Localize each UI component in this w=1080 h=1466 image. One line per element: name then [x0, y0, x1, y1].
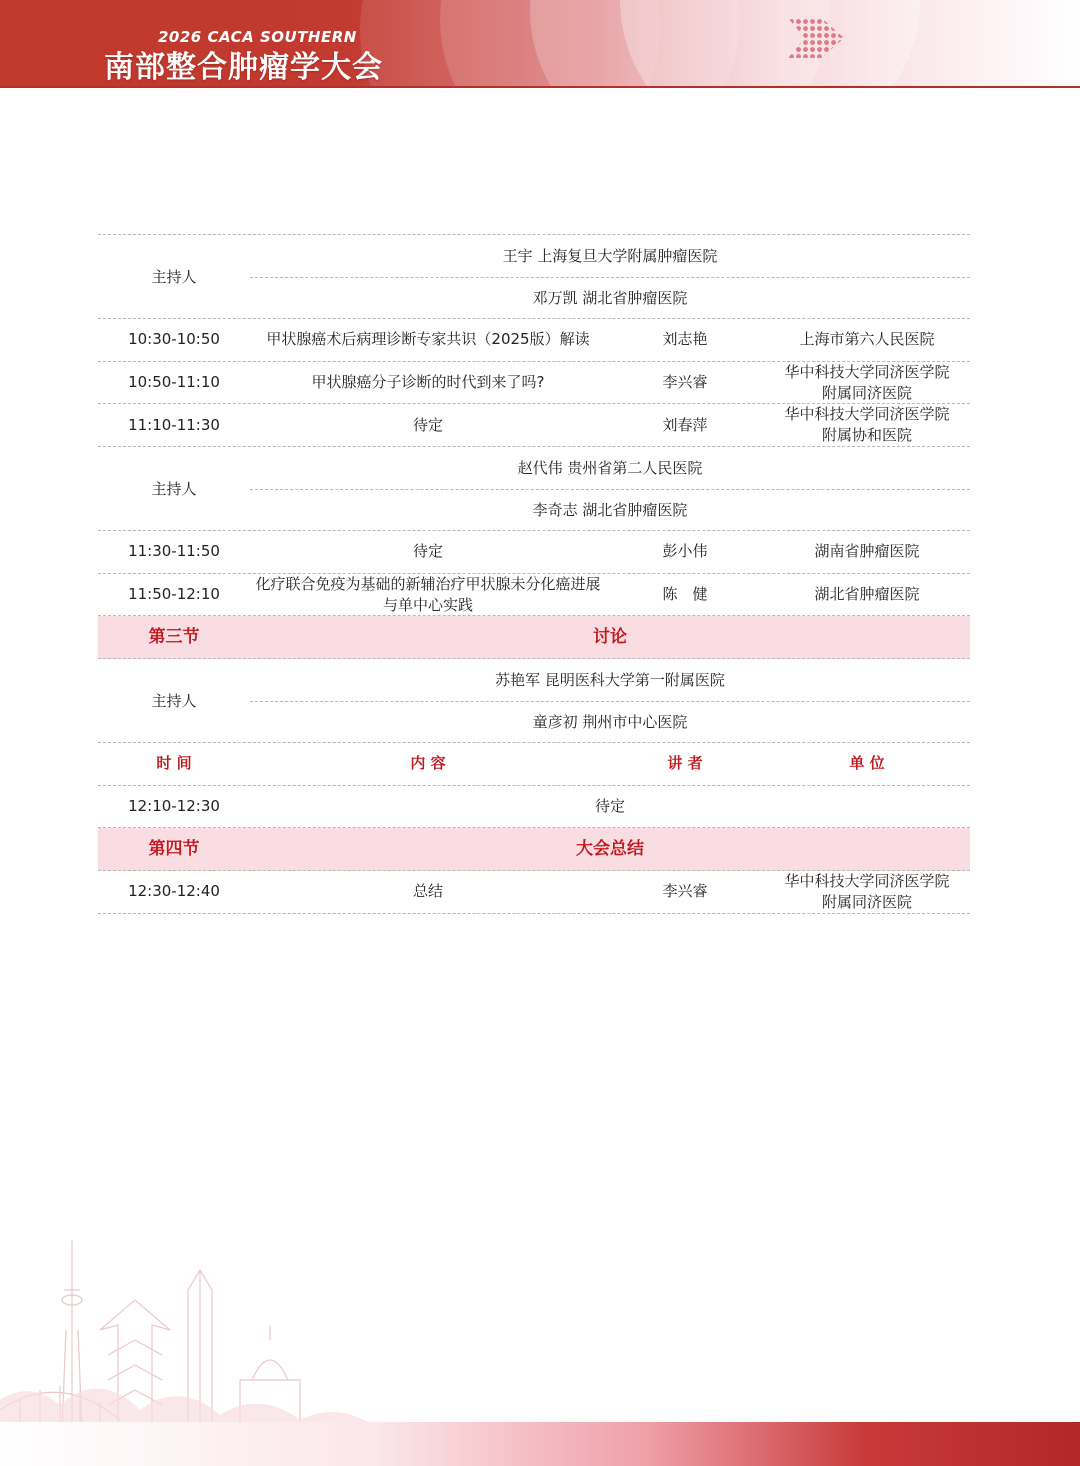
talk-unit — [764, 404, 970, 446]
talk-speaker: 陈 健 — [662, 585, 708, 604]
host-name: 赵代伟 贵州省第二人民医院 — [250, 447, 970, 490]
talk-unit-line: 附属协和医院 — [821, 426, 912, 445]
host-block — [98, 447, 970, 531]
column-headers — [98, 743, 970, 786]
talk-unit-line: 华中科技大学同济医学院 — [784, 362, 950, 381]
host-label: 主持人 — [151, 480, 197, 499]
talk-unit: 湖北省肿瘤医院 — [814, 585, 920, 604]
host-name: 邓万凯 湖北省肿瘤医院 — [532, 288, 688, 307]
section-title: 大会总结 — [576, 838, 644, 859]
schedule-table — [98, 234, 970, 914]
talk-topic: 总结 — [412, 882, 443, 901]
banner-arc-decoration — [620, 0, 920, 88]
table-row — [98, 319, 970, 362]
talk-unit-line: 华中科技大学同济医学院 — [784, 871, 950, 890]
talk-topic-line: 与单中心实践 — [382, 595, 473, 614]
talk-topic: 待定 — [412, 415, 443, 434]
table-row — [98, 786, 970, 829]
column-header-speaker: 讲 者 — [667, 754, 703, 773]
header-banner — [0, 0, 1080, 88]
host-block — [98, 234, 970, 319]
host-label: 主持人 — [151, 268, 197, 287]
talk-topic: 待定 — [594, 797, 625, 816]
table-row — [98, 574, 970, 617]
section-title: 讨论 — [593, 626, 627, 647]
talk-time: 11:30-11:50 — [128, 542, 220, 561]
talk-speaker: 刘春萍 — [662, 415, 708, 434]
talk-topic — [250, 574, 606, 616]
brand-chinese-title: 南部整合肿瘤学大会 — [104, 50, 383, 85]
talk-unit-line: 附属同济医院 — [821, 383, 912, 402]
footer-decoration — [0, 1230, 1080, 1466]
brand-english-title: 2026 CACA SOUTHERN — [158, 28, 357, 46]
host-name: 苏艳军 昆明医科大学第一附属医院 — [250, 659, 970, 702]
talk-unit — [764, 871, 970, 913]
talk-speaker: 刘志艳 — [662, 330, 708, 349]
talk-time: 11:50-12:10 — [128, 585, 220, 604]
talk-topic: 甲状腺癌术后病理诊断专家共识（2025版）解读 — [266, 330, 590, 349]
talk-speaker: 李兴睿 — [662, 373, 708, 392]
talk-unit — [764, 319, 970, 361]
talk-topic-line: 化疗联合免疫为基础的新辅治疗甲状腺未分化癌进展 — [255, 574, 601, 593]
host-name: 童彦初 荆州市中心医院 — [532, 712, 688, 731]
talk-unit — [764, 362, 970, 404]
talk-speaker: 彭小伟 — [662, 542, 708, 561]
host-name: 李奇志 湖北省肿瘤医院 — [532, 500, 688, 519]
table-row — [98, 531, 970, 574]
host-name: 王宇 上海复旦大学附属肿瘤医院 — [250, 235, 970, 278]
section-label: 第三节 — [148, 626, 200, 647]
section-header — [98, 616, 970, 659]
section-label: 第四节 — [148, 838, 200, 859]
footer-band — [0, 1422, 1080, 1466]
talk-time: 10:30-10:50 — [128, 330, 220, 349]
talk-topic: 甲状腺癌分子诊断的时代到来了吗? — [311, 373, 545, 392]
column-header-topic: 内 容 — [410, 754, 446, 773]
host-label: 主持人 — [151, 692, 197, 711]
talk-unit-line: 附属同济医院 — [821, 892, 912, 911]
talk-unit-line: 华中科技大学同济医学院 — [784, 405, 950, 424]
column-header-time: 时 间 — [156, 754, 192, 773]
talk-time: 10:50-11:10 — [128, 373, 220, 392]
talk-time: 11:10-11:30 — [128, 415, 220, 434]
banner-divider — [0, 86, 1080, 88]
table-row — [98, 404, 970, 447]
column-header-unit: 单 位 — [849, 754, 885, 773]
table-row — [98, 871, 970, 914]
table-row — [98, 362, 970, 405]
section-header — [98, 828, 970, 871]
talk-unit: 湖南省肿瘤医院 — [814, 542, 920, 561]
talk-unit-line: 上海市第六人民医院 — [799, 330, 935, 349]
talk-time: 12:30-12:40 — [128, 882, 220, 901]
talk-topic: 待定 — [412, 542, 443, 561]
talk-time: 12:10-12:30 — [128, 797, 220, 816]
host-block — [98, 659, 970, 743]
talk-speaker: 李兴睿 — [662, 882, 708, 901]
